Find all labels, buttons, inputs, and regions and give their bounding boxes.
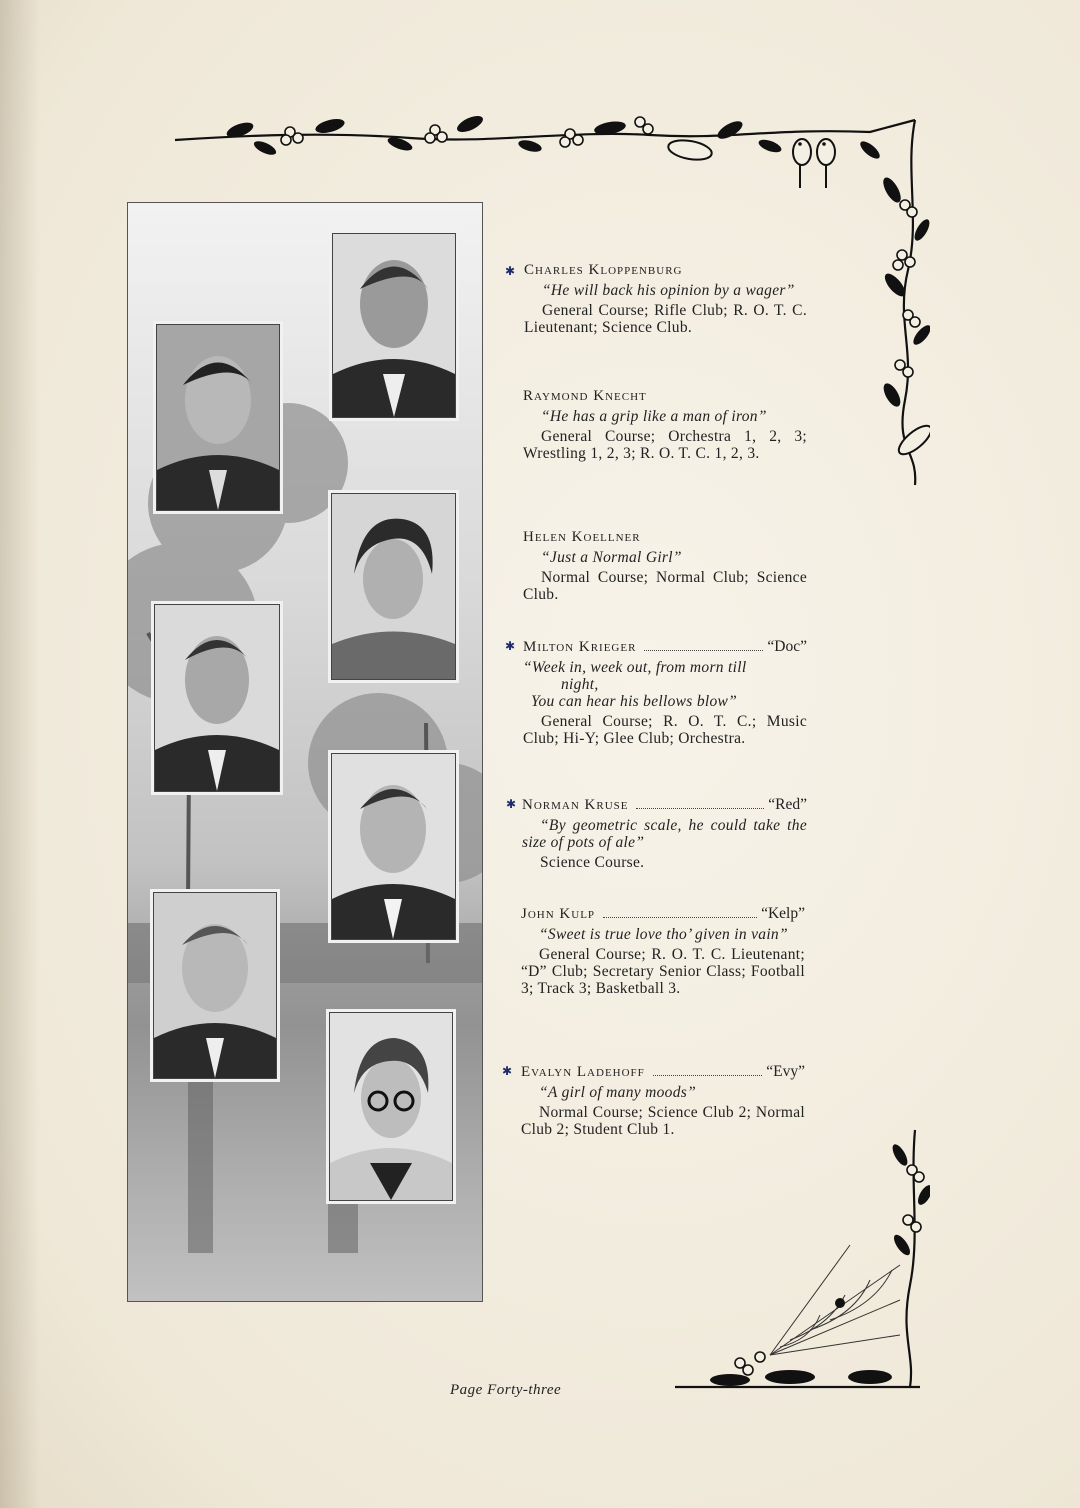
senior-activities: Science Course.	[540, 854, 645, 871]
leader-dots	[636, 807, 764, 809]
senior-activities: Normal Course; Normal Club; Science Club.	[523, 569, 807, 603]
star-icon: ✱	[502, 1064, 513, 1078]
portrait-photo	[153, 892, 277, 1079]
quote-line: You can hear his bellows blow”	[531, 693, 738, 710]
student-nickname: “Kelp”	[761, 905, 805, 922]
photo-panel	[127, 202, 483, 1302]
student-nickname: “Doc”	[767, 638, 807, 655]
senior-entry	[523, 638, 807, 747]
student-nickname: “Evy”	[766, 1063, 805, 1080]
senior-activities: General Course; Orchestra 1, 2, 3; Wrestling 1, 2, 3; R. O. T. C. 1, 2, 3.	[523, 428, 807, 462]
senior-quote: “He has a grip like a man of iron”	[541, 408, 767, 425]
portrait-photo	[332, 233, 456, 418]
student-name: Raymond Knecht	[523, 388, 647, 404]
spiderweb-ornament	[670, 1125, 930, 1395]
birds-ornament	[793, 139, 835, 188]
senior-quote	[523, 659, 807, 710]
portrait-photo	[329, 1012, 453, 1201]
student-name: John Kulp	[521, 906, 596, 922]
senior-entry	[521, 905, 805, 997]
page-number-label: Page Forty-three	[450, 1382, 562, 1398]
senior-entry	[523, 529, 807, 603]
quote-line: “Week in, week out, from morn till	[523, 659, 747, 676]
senior-activities: Normal Course; Science Club 2; Normal Club 2; Student Club 1.	[521, 1104, 805, 1138]
star-icon: ✱	[505, 264, 516, 278]
portrait-photo	[156, 324, 280, 511]
leader-dots	[644, 649, 763, 651]
leader-dots	[603, 916, 757, 918]
portrait-photo	[331, 493, 456, 680]
senior-quote: “Sweet is true love tho’ given in vain”	[539, 926, 788, 943]
student-name: Charles Kloppenburg	[524, 262, 683, 278]
senior-quote: “Just a Normal Girl”	[541, 549, 682, 566]
student-name: Norman Kruse	[522, 797, 629, 813]
senior-activities: General Course; R. O. T. C. Lieutenant; “D” Club; Secretary Senior Class; Football 3; Track 3; Basketball 3.	[521, 946, 805, 997]
student-name: Milton Krieger	[523, 639, 637, 655]
senior-quote: “A girl of many moods”	[539, 1084, 697, 1101]
portrait-photo	[154, 604, 280, 792]
student-name: Helen Koellner	[523, 529, 641, 545]
star-icon: ✱	[506, 797, 517, 811]
spine-shadow	[0, 0, 40, 1508]
senior-quote: “By geometric scale, he could take the size of pots of ale”	[522, 817, 807, 851]
student-name: Evalyn Ladehoff	[521, 1064, 645, 1080]
star-icon: ✱	[505, 639, 516, 653]
senior-activities: General Course; R. O. T. C.; Music Club; Hi-Y; Glee Club; Orchestra.	[523, 713, 807, 747]
senior-entry	[522, 796, 807, 871]
senior-activities: General Course; Rifle Club; R. O. T. C. Lieutenant; Science Club.	[524, 302, 807, 336]
senior-entry	[524, 262, 807, 336]
quote-line: night,	[561, 676, 599, 693]
portrait-photo	[331, 753, 456, 940]
student-nickname: “Red”	[768, 796, 807, 813]
leader-dots	[653, 1074, 762, 1076]
senior-quote: “He will back his opinion by a wager”	[542, 282, 795, 299]
senior-entry	[523, 388, 807, 462]
